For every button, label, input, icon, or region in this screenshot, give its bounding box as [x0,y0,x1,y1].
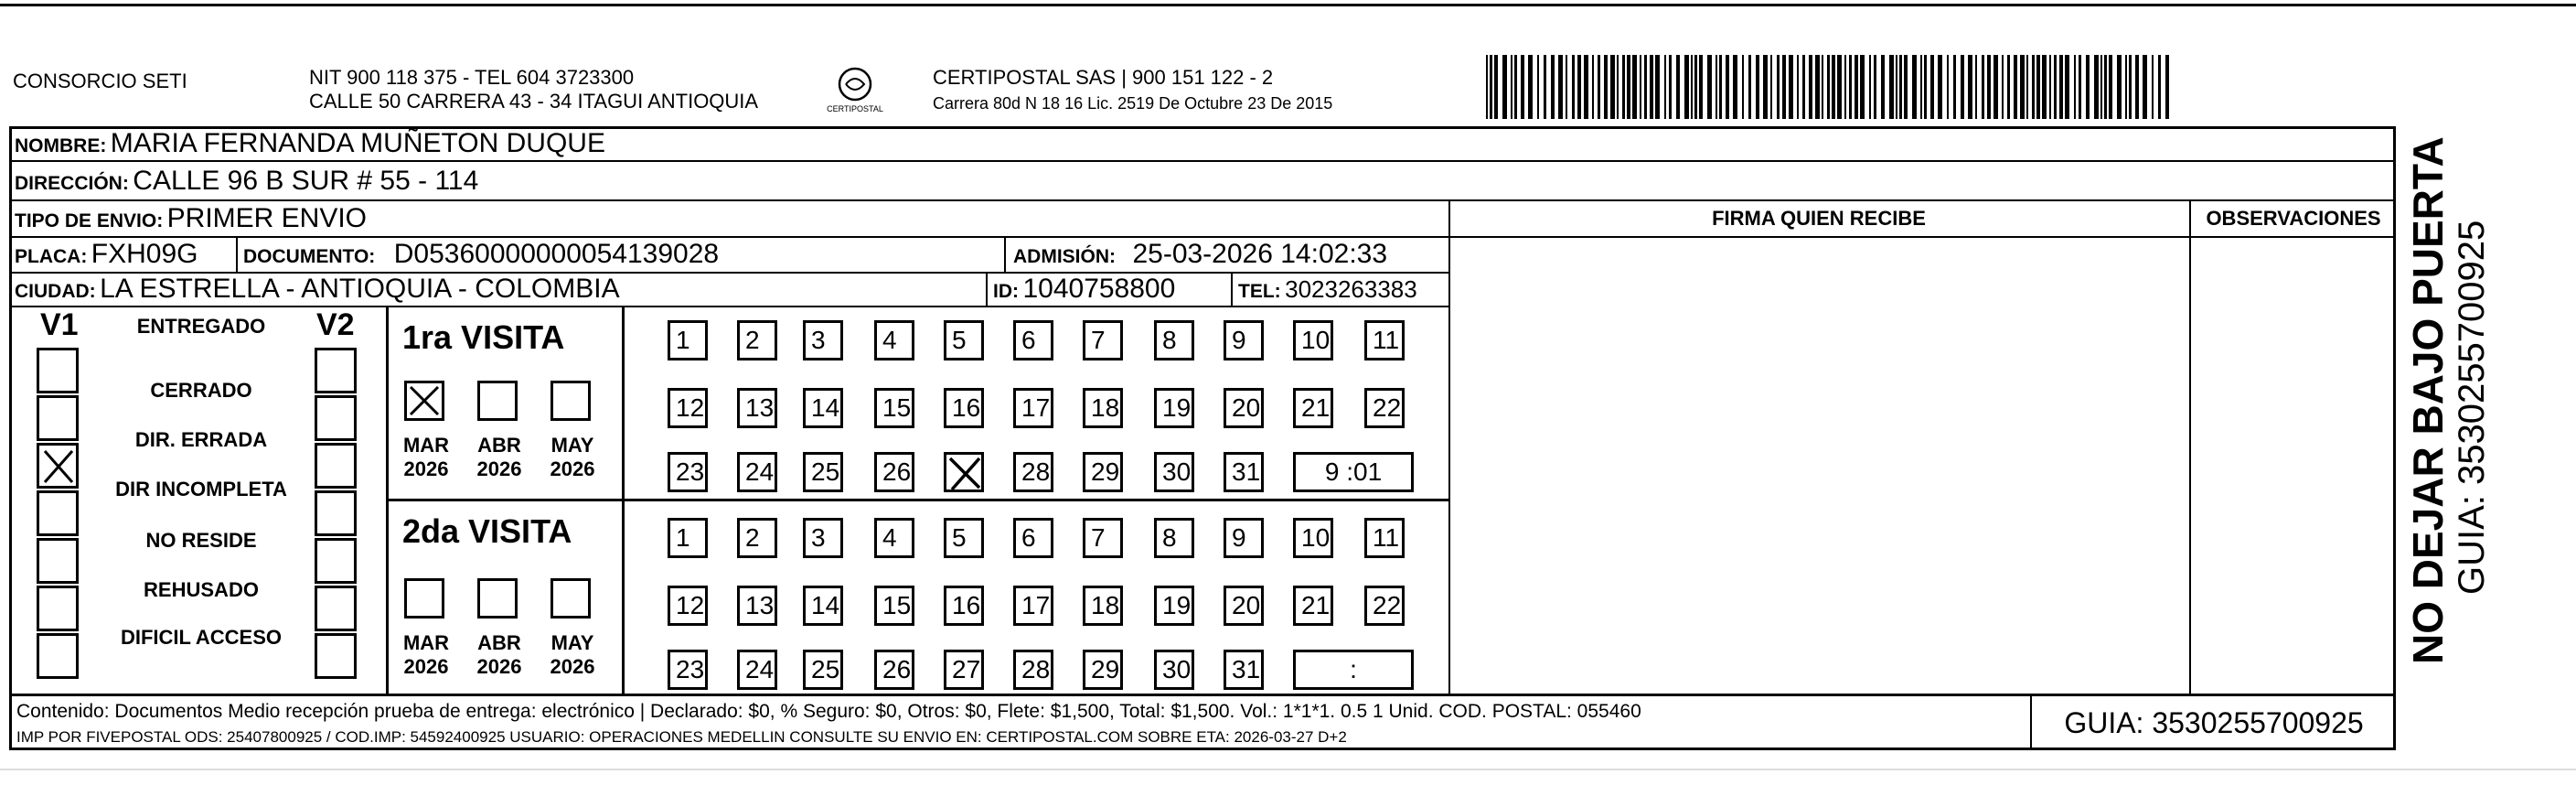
first-day-box[interactable]: 20 [1224,388,1264,428]
first-day-box[interactable]: 3 [803,320,843,360]
first-day-box[interactable]: 16 [944,388,984,428]
second-day-box[interactable]: 30 [1154,650,1194,690]
placa-value: FXH09G [91,239,198,269]
placa-row [15,237,198,272]
second-day-box[interactable]: 8 [1154,518,1194,558]
barcode-bar [2117,55,2122,119]
barcode-bar [2014,55,2017,119]
first-day-box[interactable]: 18 [1083,388,1123,428]
company-name: CONSORCIO SETI [13,70,187,92]
first-day-box[interactable]: 30 [1154,452,1194,492]
footer-imp: IMP POR FIVEPOSTAL ODS: 25407800925 / COD.IMP: 54592400925 USUARIO: OPERACIONES MEDELLIN CONSULTE SU ENVIO EN: CERTIPOSTAL.COM SOBRE ETA: 2026-03-27 D+2 [16,728,1347,746]
top-border [0,4,2576,6]
first-day-box[interactable]: 1 [668,320,708,360]
barcode-bar [2086,55,2090,119]
first-day-box[interactable] [944,452,984,492]
barcode-bar [1789,55,1793,119]
barcode-bar [1947,55,1949,119]
barcode-bar [2100,55,2102,119]
barcode-bar [2059,55,2063,119]
barcode-bar [1577,55,1581,119]
barcode-bar [1604,55,1608,119]
second-day-box[interactable]: 24 [737,650,777,690]
first-month-checkbox[interactable] [404,381,444,421]
barcode-bar [1490,55,1492,119]
v2-label: V2 [316,307,355,342]
second-day-box[interactable]: 19 [1154,586,1194,626]
barcode-bar [1899,55,1902,119]
first-day-box[interactable]: 7 [1083,320,1123,360]
first-day-box[interactable]: 23 [668,452,708,492]
col-line [986,272,988,306]
barcode-bar [1514,55,1517,119]
first-day-box[interactable]: 11 [1364,320,1405,360]
status-option-label: ENTREGADO [136,315,266,338]
second-day-box[interactable]: 27 [944,650,984,690]
v2-checkbox[interactable] [315,348,357,393]
first-day-box[interactable]: 19 [1154,388,1194,428]
first-month-label [399,434,454,481]
barcode-bar [2158,55,2161,119]
observaciones-header: OBSERVACIONES [2206,207,2381,230]
status-option-label: DIR. ERRADA [134,428,268,451]
barcode-bar [2143,55,2147,119]
col-line [1231,272,1233,306]
company-address: CALLE 50 CARRERA 43 - 34 ITAGUI ANTIOQUIA [309,90,759,113]
barcode-bar [1742,55,1744,119]
barcode-bar [1494,55,1498,119]
barcode-bar [1975,55,1977,119]
direccion-value: CALLE 96 B SUR # 55 - 114 [133,166,479,196]
license-line: Carrera 80d N 18 16 Lic. 2519 De Octubre 23 De 2015 [933,94,1333,113]
barcode-bar [1684,55,1689,119]
barcode-bar [2042,55,2047,119]
month-name: MAR [402,434,450,457]
barcode-bar [1869,55,1871,119]
v2-checkbox[interactable] [315,443,357,489]
barcode-bar [1676,55,1680,119]
col-line [1004,236,1006,272]
month-name: ABR [477,631,521,654]
barcode-bar [1860,55,1865,119]
first-day-box[interactable]: 17 [1013,388,1053,428]
second-day-box[interactable]: 16 [944,586,984,626]
barcode-bar [1655,55,1660,119]
month-year: 2026 [550,457,595,480]
first-day-box[interactable]: 22 [1364,388,1405,428]
barcode-bar [1987,55,1991,119]
barcode-bar [2002,55,2004,119]
barcode-bar [2135,55,2139,119]
month-year: 2026 [403,457,449,480]
month-year: 2026 [476,655,522,678]
barcode-bar [1551,55,1555,119]
v1-label: V1 [40,307,79,342]
col-line [236,236,238,272]
second-day-box[interactable]: 28 [1013,650,1053,690]
barcode-bar [1961,55,1964,119]
month-name: MAR [402,631,450,654]
first-day-box[interactable]: 14 [803,388,843,428]
second-visit-title: 2da VISITA [402,512,572,550]
barcode-bar [1912,55,1917,119]
barcode-bar [1716,55,1717,119]
month-year: 2026 [403,655,449,678]
barcode-bar [1632,55,1637,119]
second-day-box[interactable]: 25 [803,650,843,690]
admision-row [1013,237,1387,272]
barcode-bar [1584,55,1588,119]
tel-label: TEL: [1238,281,1281,302]
row-line [386,499,1448,501]
certipostal-line: CERTIPOSTAL SAS | 900 151 122 - 2 [933,66,1274,89]
first-day-box[interactable]: 21 [1293,388,1333,428]
nombre-label: NOMBRE: [15,135,107,156]
bottom-edge [0,769,2576,770]
barcode-bar [2125,55,2127,119]
first-month-checkbox[interactable] [550,381,591,421]
v2-checkbox[interactable] [315,395,357,441]
first-day-box[interactable]: 6 [1013,320,1053,360]
barcode-bar [1622,55,1625,119]
first-day-box[interactable]: 31 [1224,452,1264,492]
barcode-bar [1802,55,1805,119]
second-day-box[interactable]: 6 [1013,518,1053,558]
ciudad-row [15,273,620,306]
barcode-bar [1889,55,1894,119]
second-day-box[interactable]: 9 [1224,518,1264,558]
barcode-bar [2152,55,2154,119]
barcode-bar [1782,55,1786,119]
month-name: MAY [550,631,594,654]
v2-checkbox[interactable] [315,586,357,631]
certipostal-logo [814,64,896,117]
first-month-checkbox[interactable] [477,381,518,421]
barcode-bar [1726,55,1729,119]
barcode-bar [1644,55,1647,119]
barcode-bar [2129,55,2132,119]
barcode-bar [1881,55,1885,119]
barcode-bar [1694,55,1697,119]
v2-checkbox[interactable] [315,538,357,584]
second-day-box[interactable]: 3 [803,518,843,558]
barcode-bar [1770,55,1772,119]
status-option-label: DIFICIL ACCESO [120,626,282,649]
barcode-bar [1815,55,1820,119]
admision-value: 25-03-2026 14:02:33 [1132,239,1388,269]
barcode-bar [1627,55,1630,119]
barcode-bar [1719,55,1722,119]
status-option-label: NO RESIDE [145,529,257,552]
month-year: 2026 [550,655,595,678]
tel-value: 3023263383 [1285,275,1417,303]
barcode-bar [2054,55,2057,119]
second-day-box[interactable]: 12 [668,586,708,626]
footer-guia: GUIA: 3530255700925 [2064,706,2364,739]
barcode-bar [1837,55,1842,119]
barcode-bar [1832,55,1835,119]
first-day-box[interactable]: 26 [874,452,914,492]
barcode-bar [1993,55,1998,119]
barcode-bar [1968,55,1972,119]
first-day-box[interactable]: 12 [668,388,708,428]
no-dejar-notice: NO DEJAR BAJO PUERTA [2404,136,2452,664]
barcode-bar [1544,55,1546,119]
col-line [1448,199,1450,694]
first-day-box[interactable]: 10 [1293,320,1333,360]
second-day-box[interactable]: 14 [803,586,843,626]
barcode-bar [1982,55,1984,119]
second-day-box[interactable]: 2 [737,518,777,558]
first-time-box[interactable]: 9 :01 [1293,452,1414,492]
barcode-bar [1558,55,1563,119]
barcode-bar [1777,55,1780,119]
barcode-bar [2109,55,2112,119]
barcode-bar [1617,55,1619,119]
placa-label: PLACA: [15,246,88,267]
barcode-bar [1598,55,1600,119]
barcode-bar [1537,55,1539,119]
documento-value: D05360000000054139028 [393,239,720,269]
tipo-label: TIPO DE ENVIO: [15,210,164,231]
first-month-label [472,434,527,481]
barcode-bar [1855,55,1858,119]
col-line [2189,199,2191,694]
second-day-box[interactable]: 15 [874,586,914,626]
second-day-box[interactable]: 11 [1364,518,1405,558]
barcode-bar [2049,55,2051,119]
barcode-bar [2065,55,2069,119]
barcode-bar [1486,55,1488,119]
barcode-bar [1809,55,1812,119]
barcode-bar [1502,55,1507,119]
second-day-box[interactable]: 23 [668,650,708,690]
first-day-box[interactable]: 13 [737,388,777,428]
barcode-bar [1844,55,1846,119]
second-day-box[interactable]: 7 [1083,518,1123,558]
second-month-label [399,631,454,679]
barcode-bar [2094,55,2099,119]
barcode-bar [1748,55,1751,119]
second-month-checkbox[interactable] [550,578,591,619]
second-day-box[interactable]: 20 [1224,586,1264,626]
barcode-bar [1592,55,1594,119]
first-day-box[interactable]: 29 [1083,452,1123,492]
documento-label: DOCUMENTO: [243,246,376,267]
barcode-bar [2079,55,2081,119]
direccion-label: DIRECCIÓN: [15,173,129,194]
nit-line: NIT 900 118 375 - TEL 604 3723300 [309,66,635,89]
barcode-bar [1566,55,1567,119]
second-month-label [545,631,600,679]
v1-checkbox[interactable] [37,348,79,393]
barcode-bar [2036,55,2040,119]
second-day-box[interactable]: 22 [1364,586,1405,626]
second-day-box[interactable]: 5 [944,518,984,558]
first-day-box[interactable]: 15 [874,388,914,428]
second-day-box[interactable]: 18 [1083,586,1123,626]
barcode-bar [2020,55,2025,119]
first-day-box[interactable]: 5 [944,320,984,360]
first-day-box[interactable]: 9 [1224,320,1264,360]
barcode-bar [1938,55,1942,119]
admision-label: ADMISIÓN: [1013,246,1116,267]
id-label: ID: [993,281,1019,302]
second-time-box[interactable]: : [1293,650,1414,690]
first-day-box[interactable]: 24 [737,452,777,492]
second-month-label [472,631,527,679]
firma-header: FIRMA QUIEN RECIBE [1712,207,1926,230]
barcode-bar [1763,55,1768,119]
id-value: 1040758800 [1022,274,1176,304]
first-month-label [545,434,600,481]
barcode-bar [1756,55,1759,119]
second-day-box[interactable]: 17 [1013,586,1053,626]
svg-text:CERTIPOSTAL: CERTIPOSTAL [827,104,883,113]
barcode [1486,55,2172,119]
barcode-bar [1924,55,1927,119]
month-name: MAY [550,434,594,457]
barcode-bar [1827,55,1830,119]
v2-checkbox[interactable] [315,633,357,679]
first-day-box[interactable]: 4 [874,320,914,360]
barcode-bar [1896,55,1897,119]
barcode-bar [1640,55,1641,119]
second-day-box[interactable]: 10 [1293,518,1333,558]
second-day-box[interactable]: 21 [1293,586,1333,626]
first-day-box[interactable]: 28 [1013,452,1053,492]
barcode-bar [1822,55,1823,119]
barcode-bar [2026,55,2028,119]
row-line [9,306,1448,307]
second-month-checkbox[interactable] [404,578,444,619]
second-day-box[interactable]: 4 [874,518,914,558]
status-option-label: CERRADO [150,379,252,402]
tel-row [1238,273,1417,306]
barcode-bar [1691,55,1693,119]
direccion-row [15,163,478,199]
barcode-bar [1874,55,1876,119]
barcode-bar [1699,55,1703,119]
barcode-bar [1904,55,1908,119]
tipo-row [15,201,367,236]
barcode-bar [1707,55,1712,119]
barcode-bar [1953,55,1956,119]
barcode-bar [1650,55,1653,119]
v1-checkbox[interactable] [37,395,79,441]
barcode-bar [1797,55,1799,119]
barcode-bar [1930,55,1934,119]
side-guia: GUIA: 3530255700925 [2452,220,2492,595]
barcode-bar [1610,55,1615,119]
first-day-box[interactable]: 8 [1154,320,1194,360]
barcode-bar [1733,55,1737,119]
barcode-bar [2074,55,2076,119]
v1-checkbox[interactable] [37,633,79,679]
barcode-bar [2007,55,2010,119]
month-year: 2026 [476,457,522,480]
v1-checkbox[interactable] [37,443,79,489]
barcode-bar [1920,55,1922,119]
ciudad-label: CIUDAD: [15,281,96,302]
v1-checkbox[interactable] [37,490,79,536]
v1-checkbox[interactable] [37,538,79,584]
nombre-row [15,126,605,161]
first-visit-title: 1ra VISITA [402,318,565,356]
barcode-bar [1669,55,1672,119]
status-option-label: REHUSADO [144,578,259,601]
barcode-bar [1849,55,1852,119]
barcode-bar [2165,55,2169,119]
barcode-bar [2104,55,2107,119]
first-day-box[interactable]: 2 [737,320,777,360]
barcode-bar [1528,55,1533,119]
barcode-bar [1511,55,1512,119]
second-day-box[interactable]: 1 [668,518,708,558]
second-month-checkbox[interactable] [477,578,518,619]
month-name: ABR [477,434,521,457]
barcode-bar [1521,55,1524,119]
barcode-bar [2032,55,2035,119]
documento-row [243,237,719,272]
first-day-box[interactable]: 25 [803,452,843,492]
footer-contenido: Contenido: Documentos Medio recepción prueba de entrega: electrónico | Declarado: $0, % Seguro: $0, Otros: $0, Flete: $1,500, Total: $1,500. Vol.: 1*1*1. 0.5 1 Unid. COD. POSTAL: 055460 [16,701,1641,722]
second-day-box[interactable]: 13 [737,586,777,626]
v1-checkbox[interactable] [37,586,79,631]
tipo-value: PRIMER ENVIO [166,203,368,233]
second-day-box[interactable]: 26 [874,650,914,690]
second-day-box[interactable]: 31 [1224,650,1264,690]
barcode-bar [1572,55,1575,119]
v2-checkbox[interactable] [315,490,357,536]
nombre-value: MARIA FERNANDA MUÑETON DUQUE [110,128,605,158]
status-option-label: DIR INCOMPLETA [115,478,287,500]
id-row [993,273,1175,306]
second-day-box[interactable]: 29 [1083,650,1123,690]
barcode-bar [1664,55,1666,119]
ciudad-value: LA ESTRELLA - ANTIOQUIA - COLOMBIA [100,274,620,304]
